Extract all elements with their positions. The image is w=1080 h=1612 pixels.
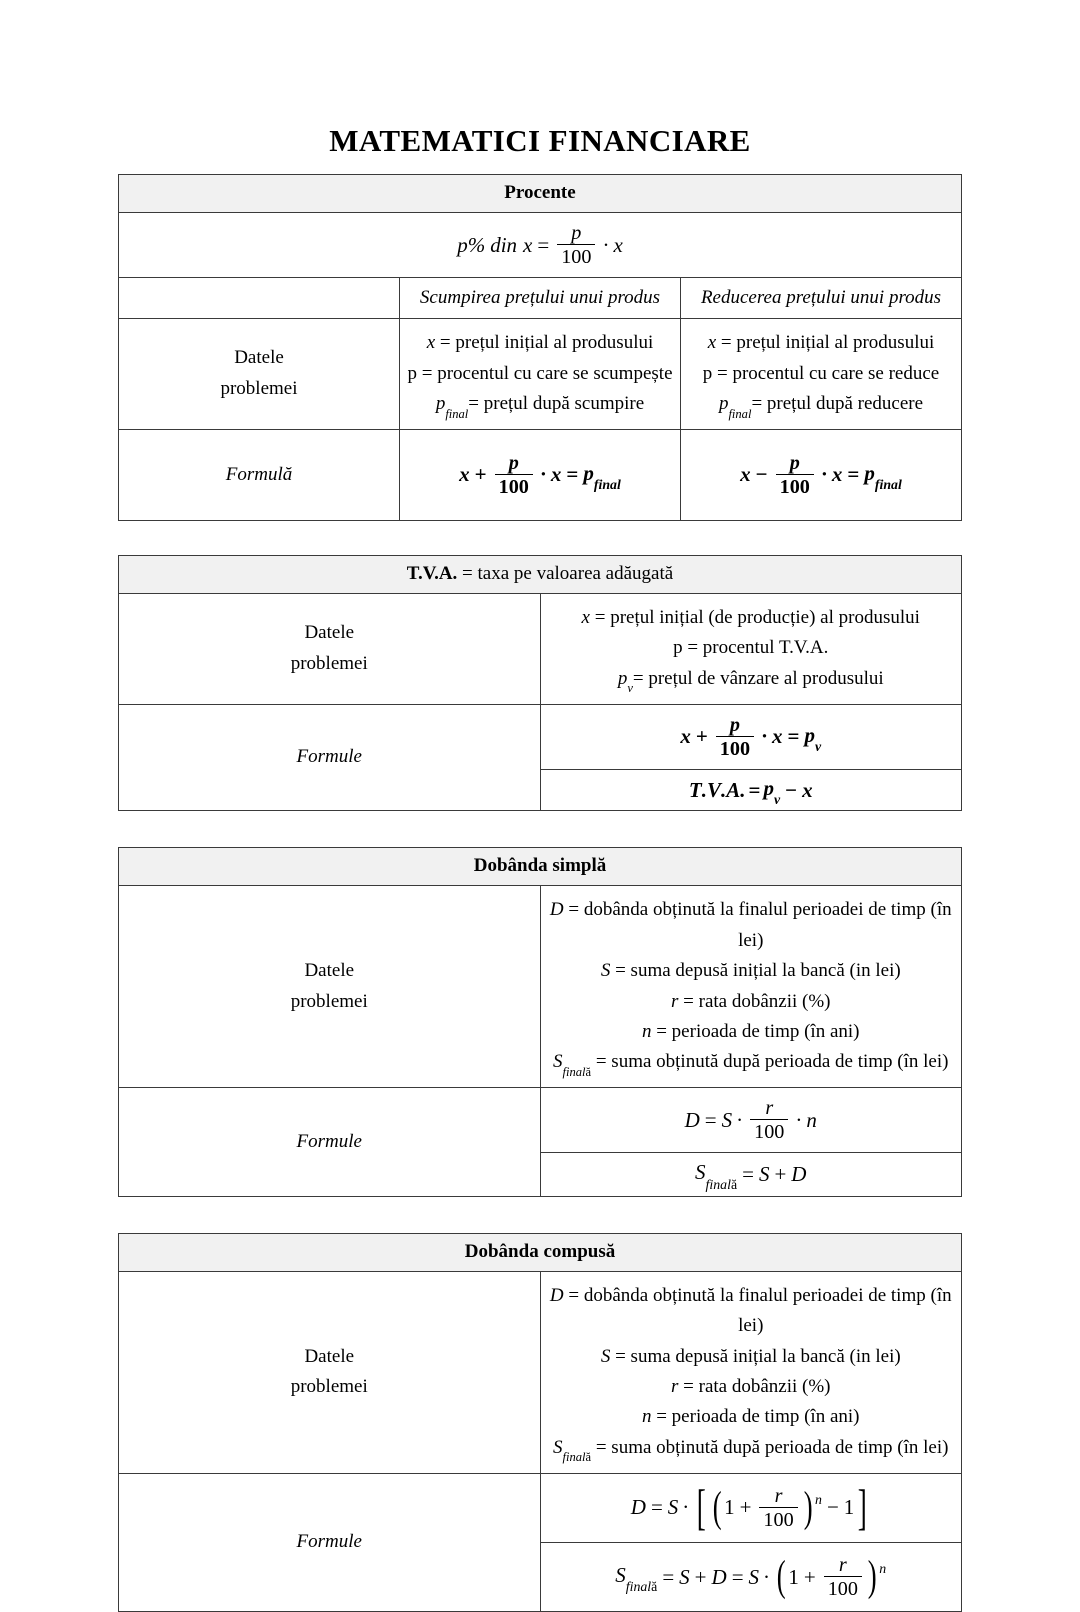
procente-data-scumpire: [400, 319, 681, 430]
label-line-1: Datele: [304, 622, 355, 643]
procente-data-reducere: [681, 319, 962, 430]
procente-header-label: Procente: [504, 182, 576, 203]
dobanda-compusa-formula-1-cell: [540, 1473, 962, 1542]
data-line: D = dobânda obținută la finalul perioadei de timp (în lei): [549, 899, 952, 951]
dobanda-compusa-label-formule: Formule: [119, 1473, 541, 1612]
dobanda-compusa-header-label: Dobânda compusă: [464, 1240, 616, 1262]
data-line: x = prețul inițial al produsului: [426, 332, 654, 354]
data-line: $p_{final}=$ prețul după scumpire: [435, 393, 645, 421]
label-line-1: Datele: [304, 959, 355, 981]
formula-suma-finala-compusa: $S_{finală}$ = S + D = S · ( 1 + $\frac{r}{100}$ ) n: [615, 1553, 887, 1601]
data-line: r = rata dobânzii (%): [671, 1376, 831, 1398]
data-line: $S_{finală}$ = suma obținută după perioada de timp (în lei): [553, 1051, 949, 1079]
procente-formula-scumpire-cell: [400, 429, 681, 520]
table-row: [119, 848, 962, 886]
table-dobanda-compusa: [118, 1233, 962, 1612]
page-title: MATEMATICI FINANCIARE: [329, 123, 751, 158]
data-line: r = rata dobânzii (%): [671, 990, 831, 1012]
formula-reducere: x − $\frac{p}{100}$ · x = $p_{final}$: [740, 451, 902, 498]
procente-empty-corner: [119, 278, 400, 319]
dobanda-simpla-label-datele-problemei: [119, 886, 541, 1088]
dobanda-compusa-formula-2-cell: [540, 1543, 962, 1612]
label-line-2: problemei: [290, 1376, 368, 1398]
table-dobanda-compusa-wrapper: [118, 1233, 962, 1612]
label-line-2: problemei: [290, 990, 368, 1012]
table-row: [119, 278, 962, 319]
procente-label-formula: Formulă: [119, 429, 400, 520]
data-line: S = suma depusă inițial la bancă (in lei): [600, 960, 901, 982]
dobanda-compusa-label-datele-problemei: [119, 1271, 541, 1473]
spacer: [0, 521, 1080, 555]
table-row: [119, 1473, 962, 1542]
table-row: [119, 886, 962, 1088]
formula-tva-pret-vanzare: x + $\frac{p}{100}$ · x = $p_v$: [680, 713, 822, 760]
procente-subheader-scumpire: Scumpirea prețului unui produs: [400, 278, 681, 319]
procente-top-formula-cell: [119, 213, 962, 278]
data-line: p = procentul T.V.A.: [673, 637, 829, 659]
data-line: $S_{finală}$ = suma obținută după perioada de timp (în lei): [553, 1436, 949, 1465]
tva-header-label-bold: T.V.A.: [406, 562, 458, 584]
dobanda-simpla-formula-1-cell: [540, 1088, 962, 1153]
data-line: x = prețul inițial (de producție) al produsului: [581, 606, 920, 628]
table-tva-wrapper: [118, 555, 962, 811]
dobanda-simpla-formula-2-cell: [540, 1153, 962, 1196]
tva-header-cell: [119, 555, 962, 593]
tva-header-label-regular: = taxa pe valoarea adăugată: [462, 562, 674, 584]
label-line-1: Datele: [304, 1345, 355, 1367]
table-row: [119, 704, 962, 769]
table-row: [119, 1271, 962, 1473]
label-line-1: Datele: [234, 347, 284, 369]
tva-formula-2-cell: [540, 769, 962, 810]
formula-dobanda-compusa: D = S · [ ( 1 + $\frac{r}{100}$ ) n − 1 ]: [630, 1480, 868, 1536]
procente-label-datele-problemei: [119, 319, 400, 430]
dobanda-simpla-header-label: Dobânda simplă: [473, 855, 607, 877]
table-procente: [118, 174, 962, 521]
procente-formula-reducere-cell: [681, 429, 962, 520]
formula-percent-of-x: p % din x = $\frac{p}{100}$ · x: [457, 222, 623, 269]
spacer: [0, 1197, 1080, 1233]
dobanda-simpla-header-cell: [119, 848, 962, 886]
table-row: [119, 213, 962, 278]
table-dobanda-simpla-wrapper: [118, 847, 962, 1197]
dobanda-simpla-data-cell: [540, 886, 962, 1088]
label-line-2: problemei: [290, 652, 368, 674]
formula-scumpire: x + $\frac{p}{100}$ · x = $p_{final}$: [459, 451, 621, 498]
procente-header-cell: [119, 175, 962, 213]
tva-formula-1-cell: [540, 704, 962, 769]
data-line: $p_v=$ prețul de vânzare al produsului: [617, 667, 884, 696]
data-line: n = perioada de timp (în ani): [641, 1406, 860, 1428]
tva-label-datele-problemei: [119, 593, 541, 704]
table-row: [119, 319, 962, 430]
data-line: $p_{final}=$ prețul după reducere: [718, 393, 924, 421]
table-row: [119, 1088, 962, 1153]
formula-dobanda-simpla: D = S · $\frac{r}{100}$ · n: [684, 1097, 817, 1144]
data-line: S = suma depusă inițial la bancă (in lei): [600, 1345, 901, 1367]
data-line: p = procentul cu care se reduce: [702, 362, 940, 384]
dobanda-compusa-data-cell: [540, 1271, 962, 1473]
data-line: D = dobânda obținută la finalul perioadei de timp (în lei): [549, 1284, 952, 1337]
table-row: [119, 555, 962, 593]
dobanda-compusa-header-cell: [119, 1233, 962, 1271]
spacer: [0, 811, 1080, 847]
table-row: [119, 593, 962, 704]
table-row: [119, 1233, 962, 1271]
data-line: x = prețul inițial al produsului: [707, 332, 935, 354]
table-procente-wrapper: [118, 174, 962, 521]
dobanda-simpla-label-formule: Formule: [119, 1088, 541, 1197]
procente-subheader-reducere: Reducerea prețului unui produs: [681, 278, 962, 319]
label-line-2: problemei: [220, 378, 298, 400]
table-row: [119, 175, 962, 213]
tva-label-formule: Formule: [119, 704, 541, 811]
table-row: [119, 429, 962, 520]
table-dobanda-simpla: [118, 847, 962, 1197]
tva-data-cell: [540, 593, 962, 704]
data-line: p = procentul cu care se scumpește: [407, 362, 673, 384]
data-line: n = perioada de timp (în ani): [641, 1020, 860, 1042]
formula-suma-finala-simpla: $S_{finală}$ = S + D: [695, 1160, 807, 1192]
formula-tva-definition: T . V . A . = $p_v$ − x: [688, 775, 813, 808]
table-tva: [118, 555, 962, 811]
